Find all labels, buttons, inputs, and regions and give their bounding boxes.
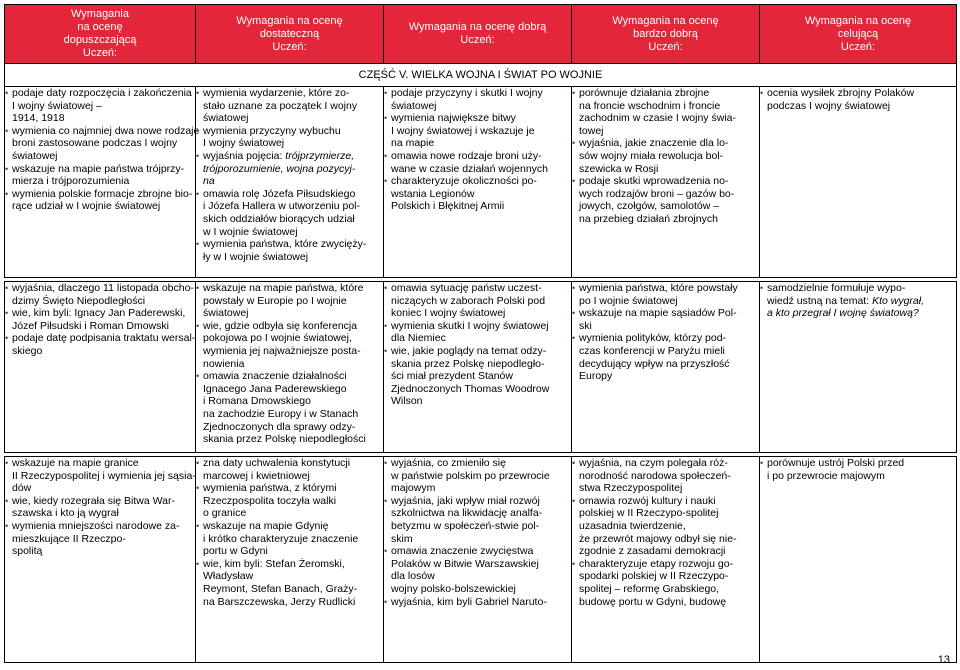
table-row <box>5 457 957 663</box>
list-item <box>572 332 759 382</box>
table-cell <box>196 87 384 278</box>
table-row <box>5 87 957 278</box>
table-cell <box>572 457 760 663</box>
list-item-line: • wie, jakie poglądy na temat odzy- <box>391 344 547 357</box>
list-item-line: • zna daty uchwalenia konstytucji <box>203 457 351 469</box>
list-item-line: • omawia sytuację państw uczest- <box>391 282 542 294</box>
list-item-line: • samodzielnie formułuje wypo- <box>767 282 906 294</box>
list-item-line: portu w Gdyni <box>203 545 268 558</box>
list-item-line: • wyjaśnia, jaki wpływ miał rozwój <box>391 494 540 507</box>
table-cell <box>760 457 957 663</box>
list-item-line: po I wojnie światowej <box>579 294 678 307</box>
list-item <box>572 307 759 332</box>
list-item-line: • wie, kim byli: Ignacy Jan Paderewski, <box>12 307 186 320</box>
list-item-line: światowej <box>203 307 249 320</box>
list-item-line: betyzmu w społeczeń-stwie pol- <box>391 519 540 532</box>
list-item-line: decydujący wpływ na przyszłość <box>579 357 730 370</box>
list-item-line: na <box>203 175 215 188</box>
list-item-line: światowej <box>12 149 58 162</box>
list-item <box>384 320 571 345</box>
list-item-line: że przewrót majowy odbył się nie- <box>579 532 737 545</box>
list-item-line: I wojny światowej – <box>12 99 102 112</box>
list-item <box>5 520 195 558</box>
list-item-line: szawska i kto ją wygrał <box>12 507 119 520</box>
list-item <box>196 482 383 520</box>
list-item <box>196 87 383 125</box>
list-item-line: wojny polsko-bolszewickiej <box>391 582 516 595</box>
list-item-line: Reymont, Stefan Banach, Graży- <box>203 582 358 595</box>
list-item-line: mieszkujące II Rzeczpo- <box>12 532 126 545</box>
header-cell-grade-2: Wymagania na ocenę dopuszczającą Uczeń: <box>5 5 196 64</box>
list-item-line: skania przez Polskę niepodległości <box>203 433 366 446</box>
list-item-line: • wymienia państwa, które zwycięży- <box>203 238 367 251</box>
list-item-line: • wymienia mniejszości narodowe za- <box>12 519 180 532</box>
list-item-line: Władysław <box>203 570 254 583</box>
list-item-line: Polskich i Błękitnej Armii <box>391 200 505 213</box>
list-item-line: Ignacego Jana Paderewskiego <box>203 382 347 395</box>
list-item <box>572 282 759 307</box>
table-cell <box>384 282 572 453</box>
list-item-line: • omawia rozwój kultury i nauki <box>579 494 716 507</box>
table-cell <box>572 87 760 278</box>
list-item-line: o granice <box>203 507 247 520</box>
list-item-line: czas konferencji w Paryżu mieli <box>579 344 725 357</box>
list-item-line: • charakteryzuje okoliczności po- <box>391 175 537 188</box>
list-item-line: spolitej – reformę Grabskiego, <box>579 582 720 595</box>
list-item-line: i Romana Dmowskiego <box>203 395 311 408</box>
list-item-line: • wyjaśnia, na czym polegała róż- <box>579 457 728 469</box>
list-item-line: • wskazuje na mapie granice <box>12 457 139 469</box>
list-item-line: • wyjaśnia, kim byli Gabriel Naruto- <box>391 595 547 608</box>
list-item-line: Europy <box>579 370 613 383</box>
list-item <box>760 457 956 482</box>
list-item-line: zachodnim w czasie I wojny świa- <box>579 112 736 125</box>
list-item-line: wych rodzajów broni – gazów bo- <box>579 187 735 200</box>
list-item-line: wstania Legionów <box>391 187 475 200</box>
list-item-line: • wymienia państwa, z którymi <box>203 482 337 495</box>
list-item-line: I wojny światowej i wskazuje je <box>391 124 535 137</box>
header-cell-grade-3: Wymagania na ocenę dostateczną Uczeń: <box>196 5 384 64</box>
list-item <box>572 175 759 225</box>
list-item <box>384 282 571 320</box>
page-number: 13 <box>937 654 950 666</box>
list-item <box>572 87 759 137</box>
list-item <box>5 87 195 125</box>
table-cell <box>384 457 572 663</box>
list-item-line: Zjednoczonych Thomas Woodrow <box>391 382 550 395</box>
list-item-line: nowienia <box>203 357 245 370</box>
list-item-line: i Józefa Hallera w utworzeniu pol- <box>203 200 360 213</box>
list-item-line: • wymienia przyczyny wybuchu <box>203 124 341 137</box>
requirements-table <box>4 4 957 663</box>
list-item-line: broni zastosowane podczas I wojny <box>12 137 178 150</box>
list-item-line: podczas I wojny światowej <box>767 99 891 112</box>
list-item <box>5 307 195 332</box>
list-item-line: • wyjaśnia, dlaczego 11 listopada obcho- <box>12 282 194 294</box>
list-item-line: i krótko charakteryzuje znaczenie <box>203 532 359 545</box>
list-item-line: • wymienia wydarzenie, które zo- <box>203 87 350 99</box>
list-item-line: • omawia nowe rodzaje broni uży- <box>391 149 542 162</box>
table-cell <box>196 457 384 663</box>
header-cell-grade-4: Wymagania na ocenę dobrą Uczeń: <box>384 5 572 64</box>
list-item-line: • wyjaśnia pojęcia: trójprzymierze, <box>203 149 355 162</box>
table-cell <box>5 457 196 663</box>
list-item-line: • porównuje działania zbrojne <box>579 87 710 99</box>
list-item <box>384 175 571 213</box>
list-item-line: na froncie wschodnim i froncie <box>579 99 721 112</box>
list-item-line: • omawia rolę Józefa Piłsudskiego <box>203 187 356 200</box>
list-item-line: II Rzeczypospolitej i wymienia jej sąsia- <box>12 469 196 482</box>
list-item-line: w państwie polskim po przewrocie <box>391 469 550 482</box>
list-item-line: sów wojny miała rewolucja bol- <box>579 149 724 162</box>
list-item <box>384 87 571 112</box>
list-item <box>5 495 195 520</box>
list-item-line: • podaje datę podpisania traktatu wersal- <box>12 332 196 345</box>
list-item <box>384 345 571 408</box>
list-item-line: stwa Rzeczypospolitej <box>579 482 683 495</box>
list-item-line: zgodnie z zasadami demokracji <box>579 545 726 558</box>
list-item-line: • wymienia skutki I wojny światowej <box>391 319 549 332</box>
list-item-line: • podaje skutki wprowadzenia no- <box>579 175 729 188</box>
table-cell <box>196 282 384 453</box>
list-item-line: • ocenia wysiłek zbrojny Polaków <box>767 87 915 99</box>
list-item-line: skim <box>391 532 413 545</box>
list-item <box>196 520 383 558</box>
part-title: CZĘŚĆ V. WIELKA WOJNA I ŚWIAT PO WOJNIE <box>5 64 957 87</box>
list-item-line: ści miał prezydent Stanów <box>391 370 513 383</box>
list-item <box>196 188 383 238</box>
list-item <box>5 188 195 213</box>
list-item-line: • wskazuje na mapie państwa, które <box>203 282 364 294</box>
list-item-line: Wilson <box>391 395 423 408</box>
list-item-line: jowych, czołgów, samolotów – <box>579 200 720 213</box>
list-item-line: • wie, kim byli: Stefan Żeromski, <box>203 557 345 570</box>
list-item <box>196 457 383 482</box>
list-item-line: stało uznane za początek I wojny <box>203 99 358 112</box>
list-item-line: • wymienia polskie formacje zbrojne bio- <box>12 187 193 200</box>
list-item <box>572 495 759 558</box>
list-item <box>196 238 383 263</box>
list-item <box>196 320 383 370</box>
list-item-line: towej <box>579 124 604 137</box>
list-item-line: światowej <box>203 112 249 125</box>
list-item-line: • wskazuje na mapie sąsiadów Pol- <box>579 307 737 320</box>
list-item-line: norodność narodowa społeczeń- <box>579 469 731 482</box>
list-item <box>5 457 195 495</box>
list-item-line: • omawia znaczenie zwycięstwa <box>391 545 534 558</box>
list-item-line: koniec I wojny światowej <box>391 307 506 320</box>
table-cell <box>5 87 200 278</box>
list-item-line: Rzeczpospolita toczyła walki <box>203 494 337 507</box>
list-item-line: • wie, gdzie odbyła się konferencja <box>203 319 358 332</box>
list-item-line: w I wojnie światowej <box>203 225 298 238</box>
list-item <box>5 282 195 307</box>
list-item-line: szkolnictwa na likwidację analfa- <box>391 507 543 520</box>
list-item-line: skania przez Polskę niepodległo- <box>391 357 545 370</box>
list-item-line: ski <box>579 319 592 332</box>
table-cell <box>760 87 957 278</box>
list-item-line: na Barszczewska, Jerzy Rudlicki <box>203 595 356 608</box>
list-item <box>384 495 571 545</box>
list-item-line: • podaje daty rozpoczęcia i zakończenia <box>12 87 192 99</box>
list-item <box>384 457 571 495</box>
list-item-line: dla losów <box>391 570 435 583</box>
list-item-line: • wyjaśnia, jakie znaczenie dla lo- <box>579 137 729 150</box>
list-item-line: na przebieg działań zbrojnych <box>579 212 718 225</box>
list-item-line: Zjednoczonych dla sprawy odzy- <box>203 420 356 433</box>
list-item-line: na mapie <box>391 137 435 150</box>
list-item <box>384 150 571 175</box>
list-item <box>196 125 383 150</box>
list-item <box>196 558 383 608</box>
list-item <box>384 545 571 595</box>
list-item <box>5 163 195 188</box>
list-item-line: dla Niemiec <box>391 332 446 345</box>
header-row <box>5 5 957 64</box>
list-item-line: pokojowa po I wojnie światowej, <box>203 332 352 345</box>
list-item-line: spodarki polskiej w II Rzeczypo- <box>579 570 729 583</box>
list-item-line: • wymienia polityków, którzy pod- <box>579 332 727 345</box>
list-item-line: marcowej i kwietniowej <box>203 469 310 482</box>
table-cell <box>384 87 572 278</box>
list-item-line: a kto przegrał I wojnę światową? <box>767 307 919 320</box>
list-item-line: trójporozumienie, wojna pozycyj- <box>203 162 356 175</box>
list-item-line: rące udział w I wojnie światowej <box>12 200 161 213</box>
list-item <box>572 558 759 608</box>
list-item-line: budowę portu w Gdyni, budowę <box>579 595 727 608</box>
list-item-line: • wie, kiedy rozegrała się Bitwa War- <box>12 494 175 507</box>
list-item <box>760 87 956 112</box>
list-item <box>5 332 195 357</box>
list-item-line: ły w I wojnie światowej <box>203 250 309 263</box>
part-title-row <box>5 64 957 87</box>
list-item <box>384 112 571 150</box>
list-item-line: na zachodzie Europy i w Stanach <box>203 407 359 420</box>
list-item-line: • wskazuje na mapie państwa trójprzy- <box>12 162 185 175</box>
list-item-line: • wymienia największe bitwy <box>391 112 516 125</box>
list-item-line: i po przewrocie majowym <box>767 469 885 482</box>
header-cell-grade-5: Wymagania na ocenę bardzo dobrą Uczeń: <box>572 5 760 64</box>
list-item-line: • charakteryzuje etapy rozwoju go- <box>579 557 734 570</box>
table-cell <box>760 282 957 453</box>
list-item-line: wane w czasie działań wojennych <box>391 162 549 175</box>
list-item-line: światowej <box>391 99 437 112</box>
table-row <box>5 282 957 453</box>
list-item-line: • wskazuje na mapie Gdynię <box>203 519 329 532</box>
list-item <box>196 370 383 446</box>
list-item-line: mierza i trójporozumienia <box>12 175 130 188</box>
list-item <box>5 124 200 163</box>
list-item-line: • wymienia państwa, które powstały <box>579 282 738 294</box>
list-item-line: dzimy Święto Niepodległości <box>12 294 146 307</box>
list-item-line: Polaków w Bitwie Warszawskiej <box>391 557 539 570</box>
list-item-line: Józef Piłsudski i Roman Dmowski <box>12 319 169 332</box>
table-cell <box>572 282 760 453</box>
list-item-line: skiego <box>12 344 43 357</box>
list-item <box>760 282 956 320</box>
header-cell-grade-6: Wymagania na ocenę celującą Uczeń: <box>760 5 957 64</box>
list-item <box>196 150 383 188</box>
list-item-line: powstały w Europie po I wojnie <box>203 294 347 307</box>
list-item-line: • wymienia co najmniej dwa nowe rodzaje <box>12 124 200 137</box>
list-item-line: 1914, 1918 <box>12 112 65 125</box>
list-item-line: • podaje przyczyny i skutki I wojny <box>391 87 543 99</box>
list-item-line: • wyjaśnia, co zmieniło się <box>391 457 506 469</box>
list-item <box>384 596 571 609</box>
list-item-line: polskiej w II Rzeczypo-spolitej <box>579 507 719 520</box>
list-item-line: uzasadnia twierdzenie, <box>579 519 686 532</box>
list-item <box>196 282 383 320</box>
list-item <box>572 137 759 175</box>
list-item-line: dów <box>12 482 32 495</box>
list-item-line: skich oddziałów biorących udział <box>203 212 355 225</box>
list-item-line: • omawia znaczenie działalności <box>203 370 347 383</box>
list-item-line: wymienia jej najważniejsze posta- <box>203 344 361 357</box>
list-item-line: niczących w zaborach Polski pod <box>391 294 546 307</box>
list-item-line: • porównuje ustrój Polski przed <box>767 457 905 469</box>
list-item-line: majowym <box>391 482 436 495</box>
list-item-line: I wojny światowej <box>203 137 285 150</box>
table-cell <box>5 282 196 453</box>
list-item-line: szewicka w Rosji <box>579 162 659 175</box>
list-item-line: spolitą <box>12 545 43 558</box>
list-item <box>572 457 759 495</box>
list-item-line: wiedź ustną na temat: Kto wygrał, <box>767 294 924 307</box>
